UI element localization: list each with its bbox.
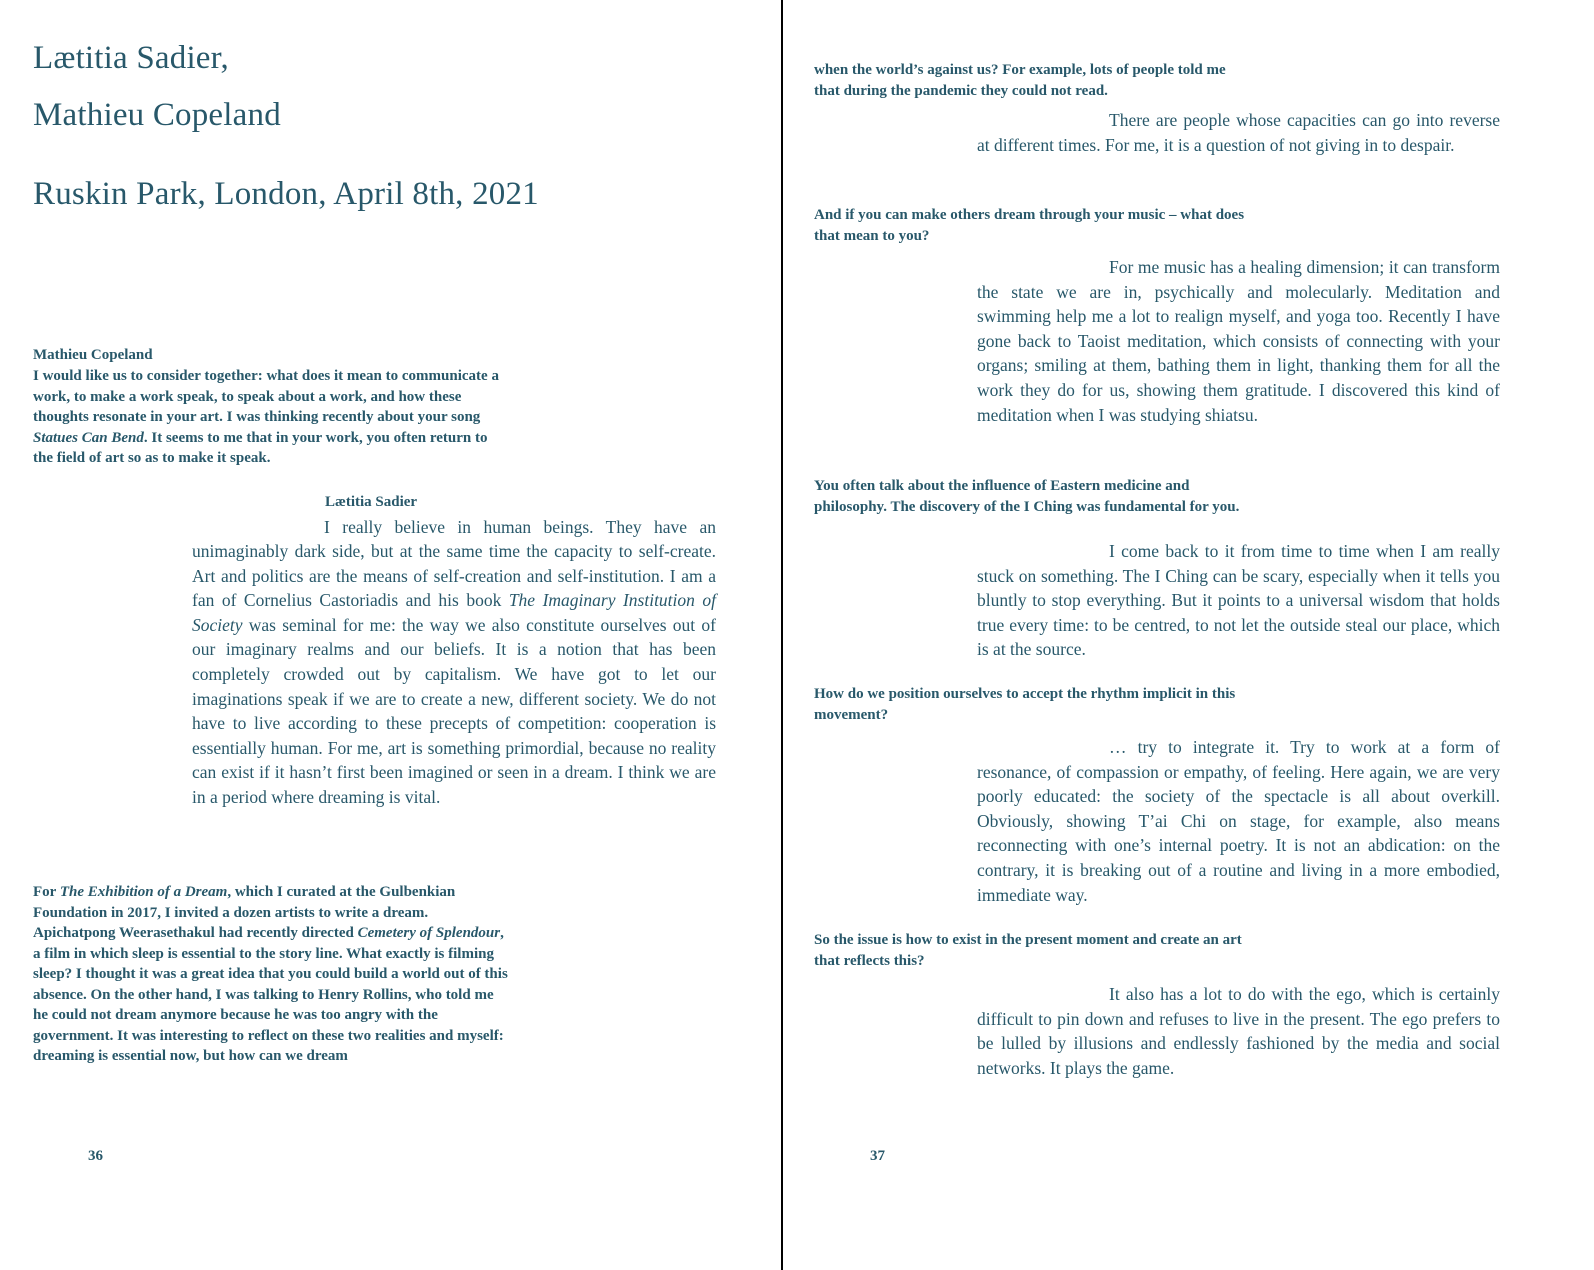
question-paragraph-2: For The Exhibition of a Dream, which I curated at the Gulbenkian Foundation in 2017, I invited a dozen artists to write a dream. Apichatpong Weerasethakul had recently directed Cemetery of Splendour, a film in which sleep is essential to the story line. What exactly is filming sleep? I thought it was a great idea that you could build a world out of this absence. On the other hand, I was talking to Henry Rollins, who told me he could not dream anymore because he was too angry with the government. It was interesting to reflect on these two realities and myself: dreaming is essential now, but how can we dream [33, 884, 508, 1064]
book-subtitle: Ruskin Park, London, April 8th, 2021 [33, 176, 539, 212]
title-line-2: Mathieu Copeland [33, 97, 281, 133]
answer-paragraph-6: It also has a lot to do with the ego, which is certainly difficult to pin down and refuses to live in the present. The ego prefers to be lulled by illusions and endlessly fashioned by the media and social networks. It plays the game. [977, 984, 1500, 1078]
answer-paragraph-2: There are people whose capacities can go into reverse at different times. For me, it is a question of not giving in to despair. [977, 110, 1500, 155]
answer-paragraph-3: For me music has a healing dimension; it can transform the state we are in, psychically and molecularly. Meditation and swimming help me a lot to realign myself, and yoga too. Recently I have gone back to Taoist meditation, which consists of connecting with your organs; smiling at them, bathing them in light, thanking them for all the work they do for us, showing them gratitude. I discovered this kind of meditation when I was studying shiatsu. [977, 257, 1500, 425]
question-paragraph-5: How do we position ourselves to accept the rhythm implicit in this movement? [814, 686, 1236, 723]
page-number-left: 36 [88, 1148, 103, 1164]
speaker-label-interviewer: Mathieu Copeland [33, 347, 153, 363]
book-title [33, 30, 281, 144]
answer-paragraph-5: … try to integrate it. Try to work at a form of resonance, of compassion or empathy, of feeling. Here again, we are very poorly educated: the society of the spectacle is all about overkill. Obviously, showing T’ai Chi on stage, for example, also means reconnecting with one’s internal poetry. It is not an abdication: on the contrary, it is breaking out of a routine and living in a more embodied, immediate way. [977, 737, 1500, 905]
answer-paragraph-1: I really believe in human beings. They have an unimaginably dark side, but at the same time the capacity to self-create. Art and politics are the means of self-creation and self-institution. I am a fan of Cornelius Castoriadis and his book The Imaginary Institution of Society was seminal for me: the way we also constitute ourselves out of our imaginary realms and our beliefs. It is a notion that has been completely crowded out by capitalism. We have got to let our imaginations speak if we are to create a new, different society. We do not have to live according to these precepts of competition: cooperation is essentially human. For me, art is something primordial, because no reality can exist if it hasn’t first been imagined or seen in a dream. I think we are in a period where dreaming is vital. [192, 516, 717, 808]
question-paragraph-4: You often talk about the influence of Eastern medicine and philosophy. The discovery of the I Ching was fundamental for you. [814, 478, 1240, 515]
question-paragraph-6: So the issue is how to exist in the present moment and create an art that reflects this? [814, 932, 1242, 969]
question-paragraph-2-continued: when the world’s against us? For example, lots of people told me that during the pandemic they could not read. [814, 62, 1226, 99]
answer-block-1 [192, 492, 716, 810]
question-paragraph-1: I would like us to consider together: what does it mean to communicate a work, to make a work speak, to speak about a work, and how these thoughts resonate in your art. I was thinking recently about your song Statues Can Bend. It seems to me that in your work, you often return to the field of art so as to make it speak. [33, 368, 499, 466]
speaker-label-interviewee: Lætitia Sadier [325, 494, 418, 510]
question-paragraph-3: And if you can make others dream through your music – what does that mean to you? [814, 207, 1245, 244]
page-number-right: 37 [870, 1148, 885, 1164]
right-page [814, 0, 1524, 1270]
page-divider [781, 0, 783, 1270]
title-line-1: Lætitia Sadier, [33, 40, 229, 76]
answer-paragraph-4: I come back to it from time to time when I am really stuck on something. The I Ching can be scary, especially when it tells you bluntly to stop everything. But it points to a universal wisdom that holds true every time: to be centred, to not let the outside steal our place, which is at the source. [977, 541, 1500, 660]
left-page [33, 0, 733, 1270]
